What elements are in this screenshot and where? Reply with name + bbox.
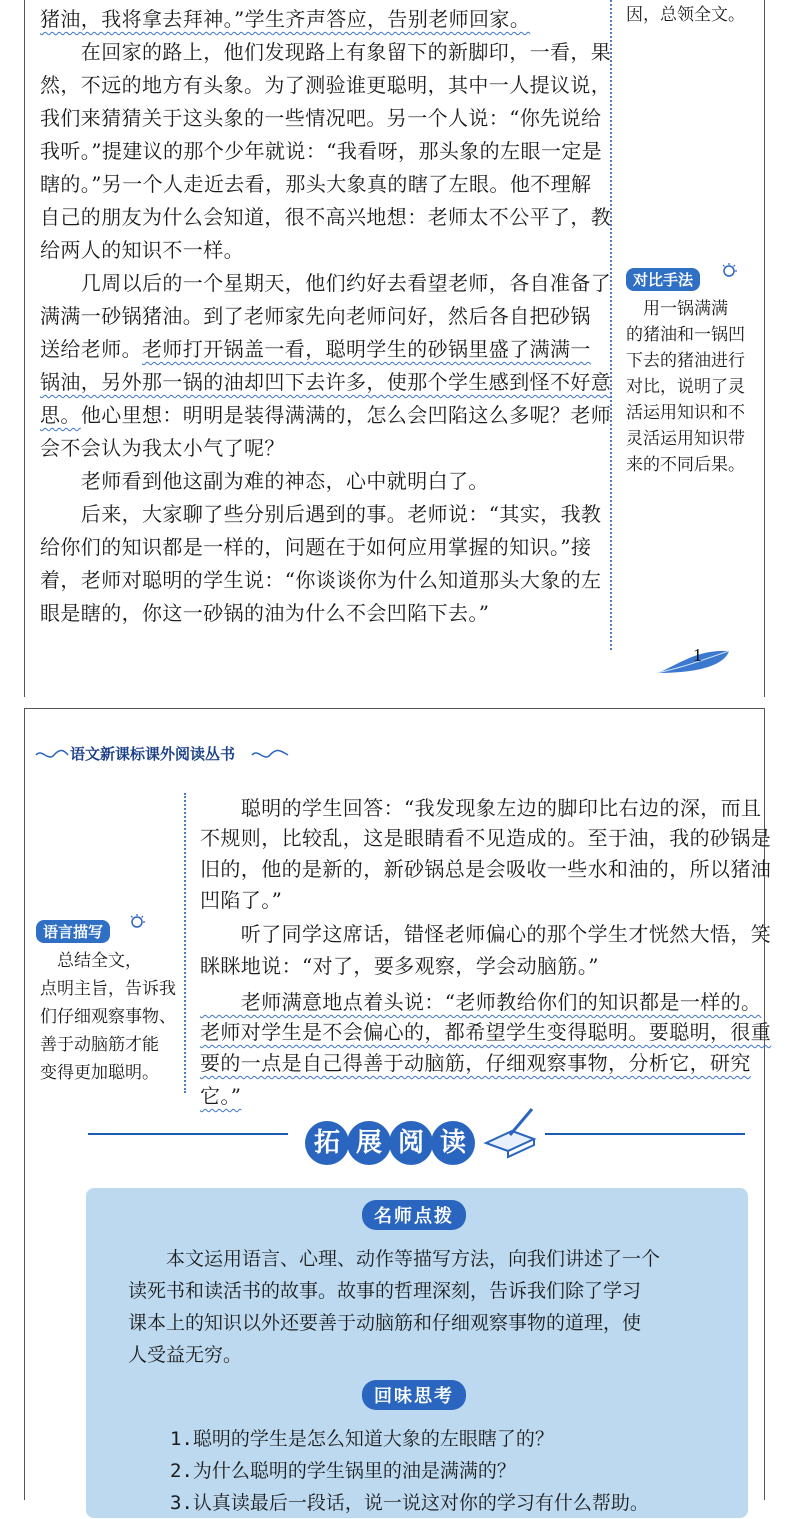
panel-text-line: 本文运用语言、心理、动作等描写方法，向我们讲述了一个 (128, 1248, 661, 1270)
para-line: 旧的，他的是新的，新砂锅总是会吸收一些水和油的，所以猪油 (200, 857, 772, 881)
side-note-line: 变得更加聪明。 (40, 1063, 159, 1083)
para-line: 我听。”提建议的那个少年就说：“我看呀，那头象的左眼一定是 (40, 139, 603, 163)
question-item: 3.认真读最后一段话，说一说这对你的学习有什么帮助。 (170, 1492, 649, 1514)
section-rule-right (545, 1133, 745, 1135)
underlined-text: 要的一点是自己得善于动脑筋，仔细观察事物，分析它，研究它。” (200, 1051, 751, 1108)
para-line: 眯眯地说：“对了，要多观察，学会动脑筋。” (200, 954, 599, 978)
page-bottom (0, 708, 790, 1514)
para-line: 老师看到他这副为难的神态，心中就明白了。 (40, 469, 489, 493)
side-note-line: 善于动脑筋才能 (40, 1035, 159, 1055)
para-line: 会不会认为我太小气了呢？ (40, 436, 285, 460)
page-number: 1 (693, 645, 702, 665)
side-note-line: 来的不同后果。 (626, 455, 745, 475)
para-line: 给你们的知识都是一样的，问题在于如何应用掌握的知识。”接 (40, 535, 592, 559)
side-note-line: 的猪油和一锅凹 (626, 325, 745, 345)
panel-text-line: 课本上的知识以外还要善于动脑筋和仔细观察事物的道理，使 (128, 1312, 642, 1334)
para-line: 着，老师对聪明的学生说：“你谈谈你为什么知道那头大象的左 (40, 568, 602, 592)
para-line: 我们来猜猜关于这头象的一些情况吧。另一个人说：“你先说给 (40, 106, 602, 130)
para-line: 眼是瞎的，你这一砂锅的油为什么不会凹陷下去。” (40, 601, 490, 625)
page-right-border (764, 0, 765, 697)
heading-char: 读 (431, 1121, 475, 1165)
side-note-line: 对比，说明了灵 (626, 377, 745, 397)
book-pen-icon (480, 1103, 540, 1163)
para-line: 不规则，比较乱，这是眼睛看不见造成的。至于油，我的砂锅是 (200, 826, 772, 850)
question-item: 2.为什么聪明的学生锅里的油是满满的？ (170, 1460, 516, 1482)
swirl-ornament-right (250, 748, 290, 762)
page-left-border (24, 708, 25, 1500)
para-line: 思。他心里想：明明是装得满满的，怎么会凹陷这么多呢？老师 (40, 403, 612, 427)
technique-tag: 对比手法 (626, 268, 700, 291)
para-line: 瞎的。”另一个人走近去看，那头大象真的瞎了左眼。他不理解 (40, 172, 592, 196)
para-line: 聪明的学生回答：“我发现象左边的脚印比右边的深，而且 (200, 796, 762, 820)
panel-text-line: 人受益无穷。 (128, 1344, 243, 1366)
side-note-line: 们仔细观察事物、 (40, 1007, 176, 1027)
lightbulb-icon (720, 262, 738, 280)
underlined-text: 思。 (40, 403, 81, 427)
para-line: 猪油，我将拿去拜神。”学生齐声答应，告别老师回家。 (40, 7, 531, 31)
page-top (0, 0, 790, 697)
para-line: 在回家的路上，他们发现路上有象留下的新脚印，一看，果 (40, 40, 612, 64)
side-note-line: 活运用知识和不 (626, 403, 745, 423)
column-divider (184, 793, 186, 1093)
underlined-text: 老师对学生是不会偏心的，都希望学生变得聪明。要聪明，很重 (200, 1020, 772, 1044)
para-line: 几周以后的一个星期天，他们约好去看望老师，各自准备了 (40, 271, 612, 295)
underlined-text: 锅油，另外那一锅的油却凹下去许多，使那个学生感到怪不好意 (40, 370, 612, 394)
section-rule-left (88, 1133, 288, 1135)
side-note-line: 下去的猪油进行 (626, 351, 745, 371)
side-note-line: 总结全文， (40, 951, 142, 971)
para-line: 满满一砂锅猪油。到了老师家先向老师问好，然后各自把砂锅 (40, 304, 591, 328)
para-line: 后来，大家聊了些分别后遇到的事。老师说：“其实，我教 (40, 502, 602, 526)
side-note-line: 因，总领全文。 (626, 5, 745, 25)
para-line: 凹陷了。” (200, 888, 283, 912)
extension-reading-heading (305, 1121, 473, 1165)
panel-text-line: 读死书和读活书的故事。故事的哲理深刻，告诉我们除了学习 (128, 1280, 642, 1302)
teacher-tips-label: 名师点拨 (362, 1200, 466, 1230)
para-line: 送给老师。老师打开锅盖一看，聪明学生的砂锅里盛了满满一 (40, 337, 591, 361)
underlined-text: 老师满意地点着头说：“老师教给你们的知识都是一样的。 (200, 990, 762, 1014)
para-line: 自己的朋友为什么会知道，很不高兴地想：老师太不公平了，教 (40, 205, 612, 229)
heading-char: 阅 (389, 1121, 433, 1165)
underlined-text: 老师打开锅盖一看，聪明学生的砂锅里盛了满满一 (142, 337, 591, 361)
reflection-label: 回味思考 (362, 1380, 466, 1410)
series-title: 语文新课标课外阅读丛书 (70, 745, 236, 763)
page-top-border (24, 708, 765, 709)
side-note-line: 用一锅满满 (626, 299, 728, 319)
heading-char: 展 (347, 1121, 391, 1165)
heading-char: 拓 (305, 1121, 349, 1165)
page-left-border (24, 0, 25, 697)
para-line: 听了同学这席话，错怪老师偏心的那个学生才恍然大悟，笑 (200, 922, 772, 946)
side-note-line: 灵活运用知识带 (626, 429, 745, 449)
para-line: 给两人的知识不一样。 (40, 238, 244, 262)
para-line: 然，不远的地方有头象。为了测验谁更聪明，其中一人提议说， (40, 73, 612, 97)
swirl-ornament-left (34, 748, 70, 762)
side-note-line: 点明主旨，告诉我 (40, 979, 176, 999)
lightbulb-icon (128, 913, 146, 931)
question-item: 1.聪明的学生是怎么知道大象的左眼瞎了的？ (170, 1428, 554, 1450)
technique-tag: 语言描写 (36, 920, 110, 943)
